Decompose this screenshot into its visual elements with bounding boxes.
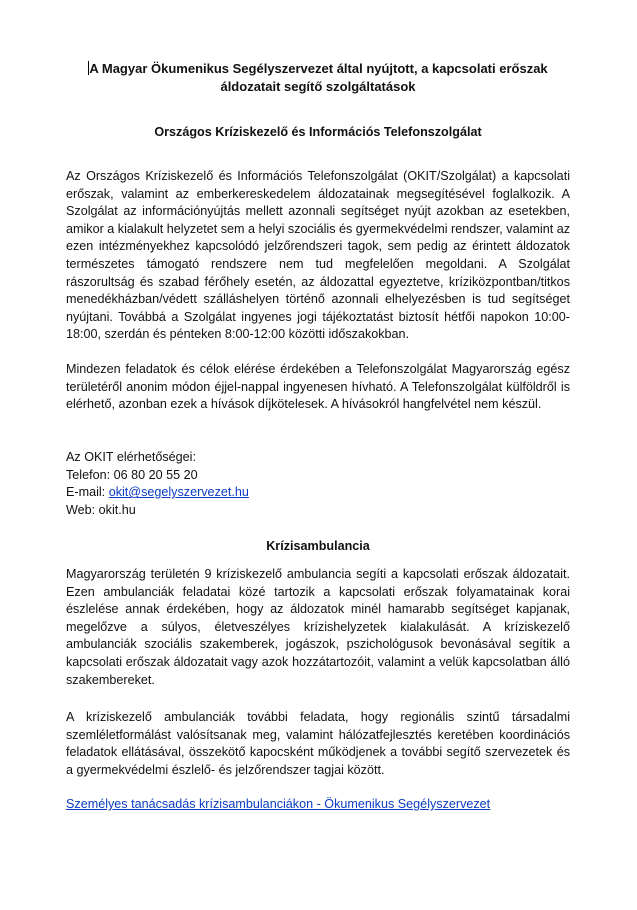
contact-email: E-mail: okit@segelyszervezet.hu xyxy=(66,485,249,500)
contacts-heading: Az OKIT elérhetőségei: xyxy=(66,450,196,464)
email-link[interactable]: okit@segelyszervezet.hu xyxy=(108,485,249,500)
okit-paragraph-1: Az Országos Kríziskezelő és Információs Telefonszolgálat (OKIT/Szolgálat) a kapcsolati erőszak, valamint az emberkereskedelem áldozatainak megsegítésével foglalkozik. A Szolgálat az információnyújtás mellett azonnali segítséget nyújt azokban az esetekben, amikor a kialakult helyzetet sem a helyi szociális és gyermekvédelmi rendszer, valamint az ezen intézményekhez kapcsolódó jelzőrendszeri tagok, sem pedig az érintett áldozatok természetes támogató rendszere nem tud megfelelően megoldani. A Szolgálat rászorultság és szabad férőhely esetén, az áldozattal egyeztetve, kríziközpontban/titkos menedékházban/védett szálláshelyen történő azonnali elhelyezésben is tud segítséget nyújtani. Továbbá a Szolgálat ingyenes jogi tájékoztatást biztosít hétfői napokon 10:00-18:00, szerdán és pénteken 8:00-12:00 közötti időszakokban. xyxy=(66,169,570,342)
ambulancia-link-line xyxy=(66,796,570,814)
okit-contacts xyxy=(66,449,570,519)
section-heading-krizisambulancia: Krízisambulancia xyxy=(266,539,370,553)
ambulancia-paragraph-1: Magyarország területén 9 kríziskezelő ambulancia segíti a kapcsolati erőszak áldozatait. Ezen ambulanciák feladatai közé tartozik a kapcsolati erőszak folyamatainak korai észlelése annak érdekében, hogy az áldozatok minél hamarabb segítséget kapjanak, megelőzve a súlyos, életveszélyes krízishelyzetek kialakulását. A kríziskezelő ambulanciák szociális szakemberek, jogászok, pszichológusok bevonásával segítik a kapcsolati erőszak áldozatait vagy azok hozzátartozóit, valamint a velük kapcsolatban álló szakembereket. xyxy=(66,567,570,687)
web-address: okit.hu xyxy=(98,502,136,517)
phone-number: 06 80 20 55 20 xyxy=(113,467,198,482)
ambulancia-paragraph-2: A kríziskezelő ambulanciák további feladata, hogy regionális szintű társadalmi szemléletformálást valósítsanak meg, valamint hálózatfejlesztés keretében koordinációs feladatok ellátásával, összekötő kapocsként működjenek a további segítő szervezetek és a gyermekvédelmi észlelő- és jelzőrendszer tagjai között. xyxy=(66,710,570,777)
okit-paragraph-2: Mindezen feladatok és célok elérése érdekében a Telefonszolgálat Magyarország egész területéről anonim módon éjjel-nappal ingyenesen hívható. A Telefonszolgálat külföldről is elérhető, azonban ezek a hívások díjkötelesek. A hívásokról hangfelvétel nem készül. xyxy=(66,362,570,412)
contact-phone: Telefon: 06 80 20 55 20 xyxy=(66,467,198,482)
section-heading-okit: Országos Kríziskezelő és Információs Telefonszolgálat xyxy=(154,125,482,139)
document-title: A Magyar Ökumenikus Segélyszervezet által nyújtott, a kapcsolati erőszak áldozatait segítő szolgáltatások xyxy=(89,61,548,94)
contact-web: Web: okit.hu xyxy=(66,502,136,517)
personal-counseling-link[interactable]: Személyes tanácsadás krízisambulanciákon - Ökumenikus Segélyszervezet xyxy=(66,797,491,811)
